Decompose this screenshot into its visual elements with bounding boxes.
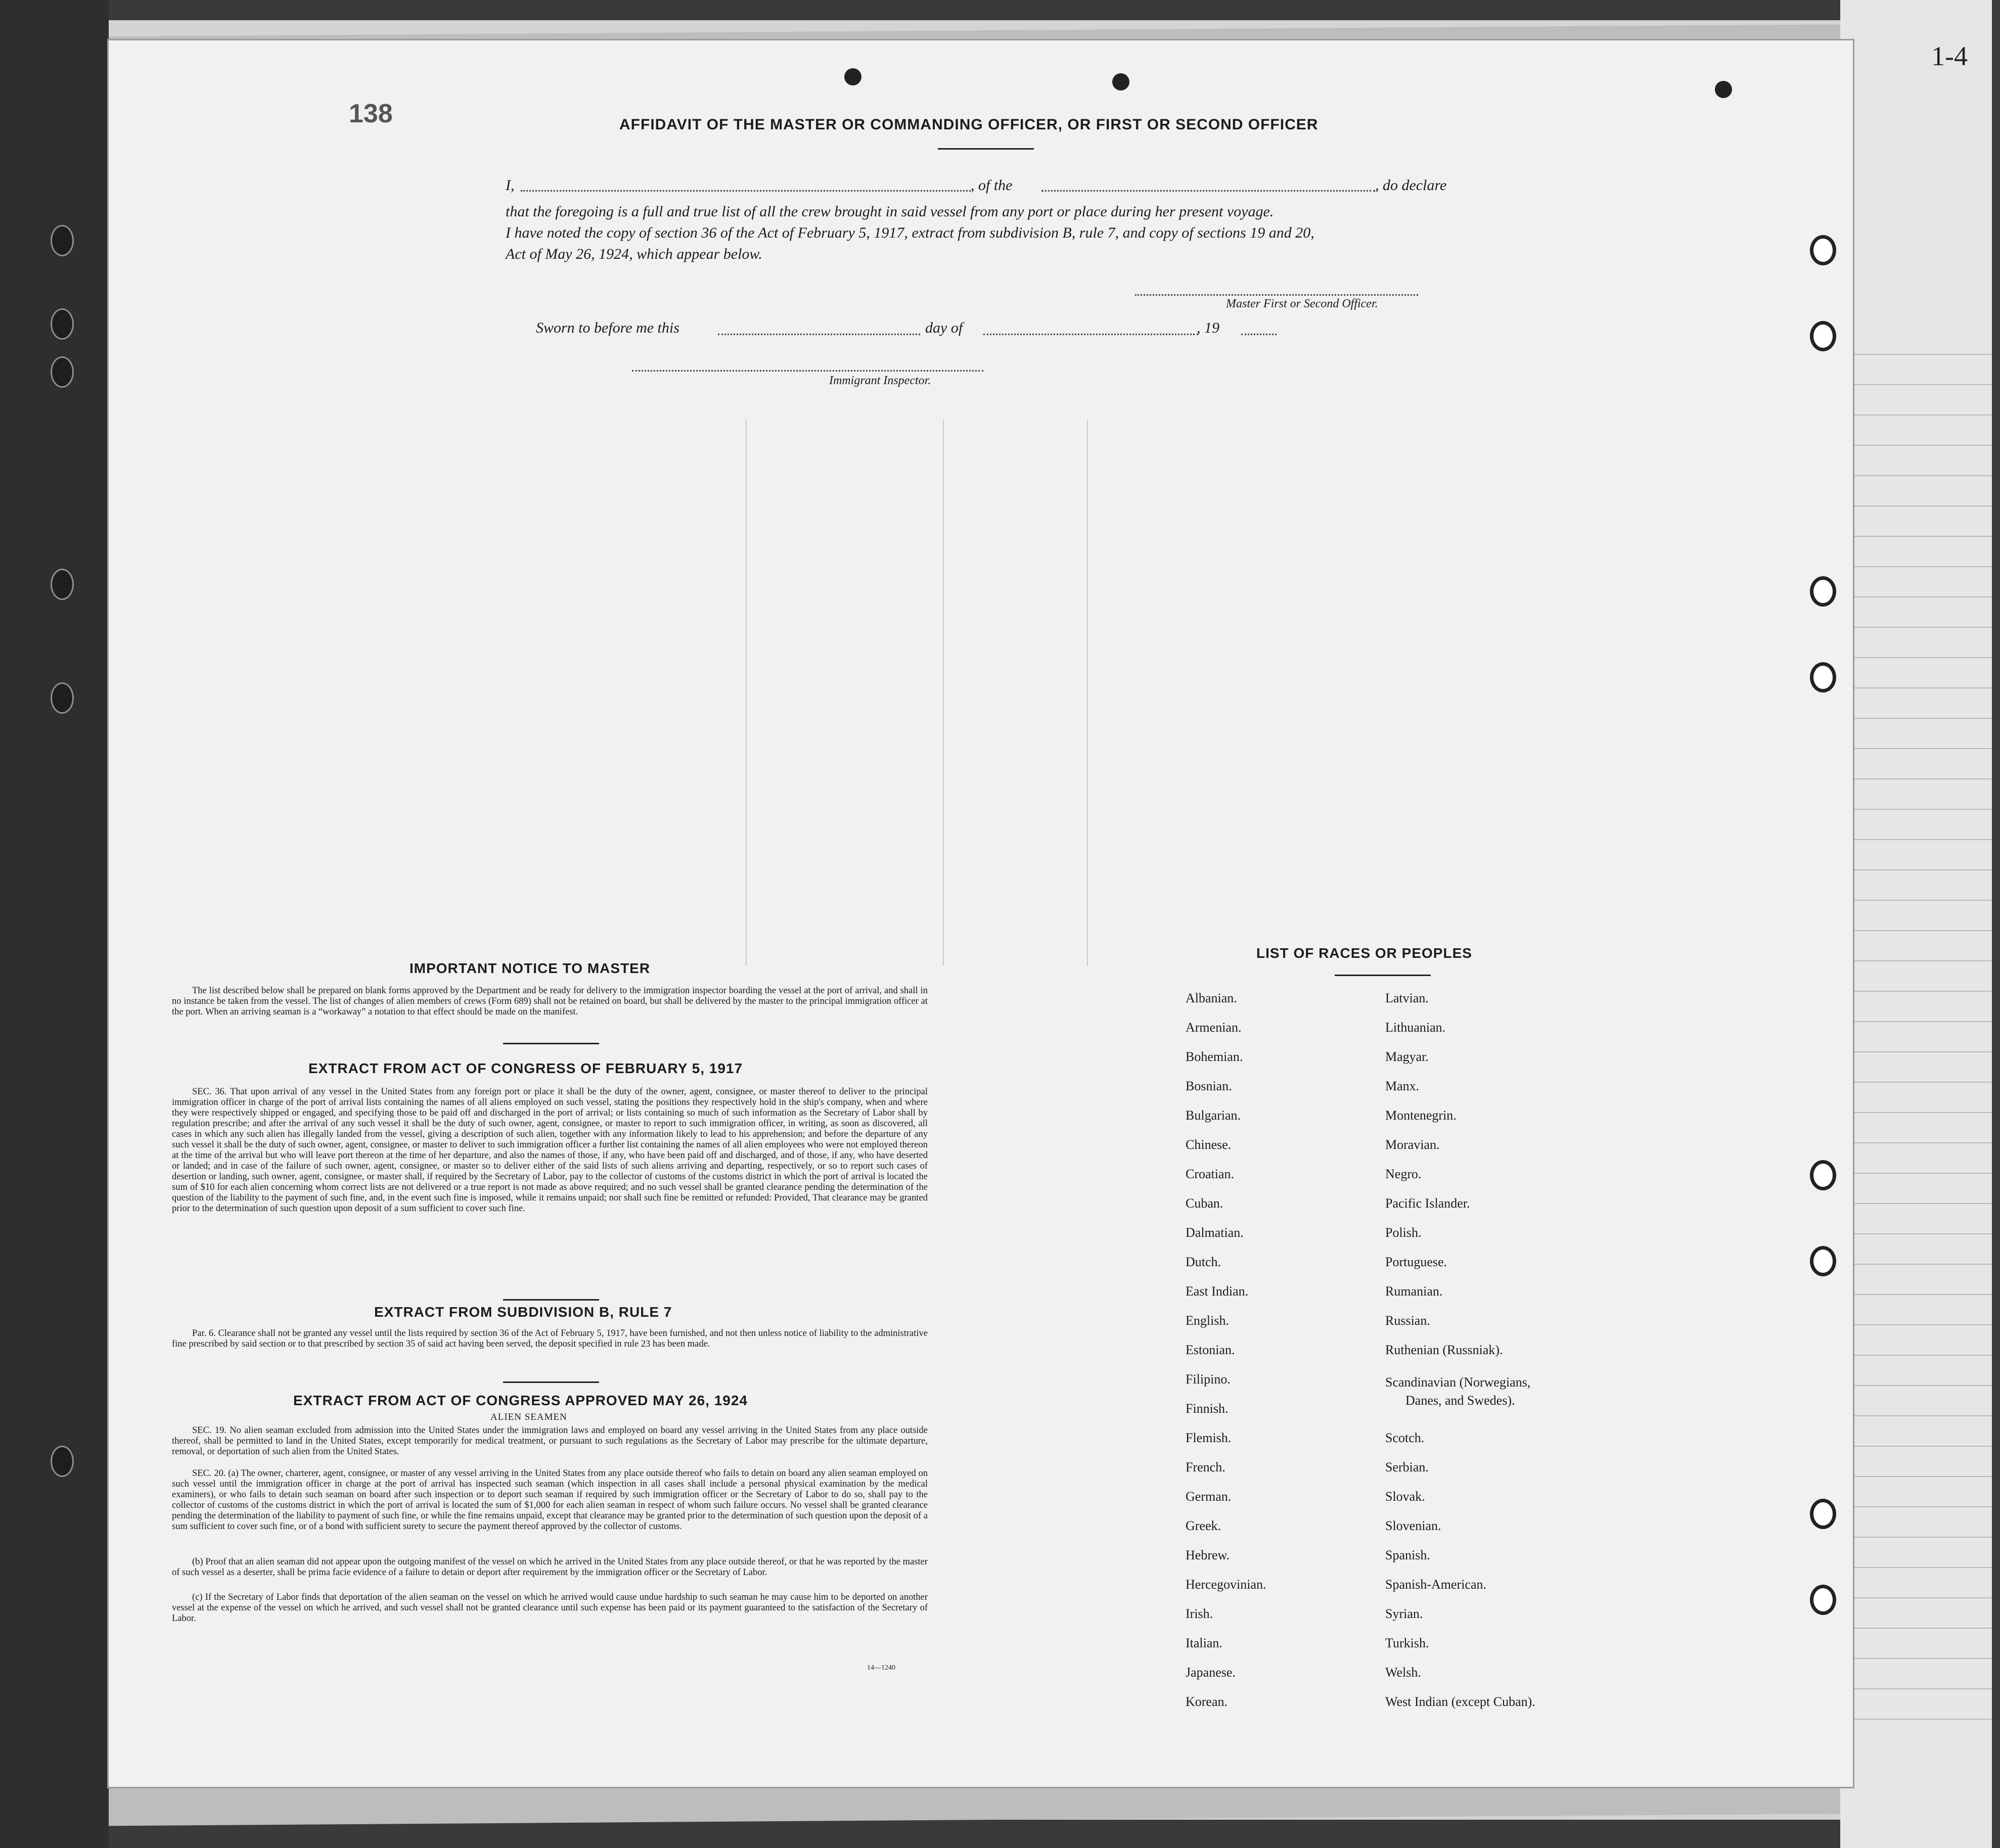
race-right-item: Scandinavian (Norwegians,: [1385, 1375, 1531, 1390]
race-right-item: Syrian.: [1385, 1606, 1423, 1621]
binder-hole: [51, 356, 74, 388]
affidavit-i: I,: [506, 177, 515, 194]
binder-hole: [51, 569, 74, 600]
year-prefix: , 19: [1197, 319, 1219, 336]
race-left-item: Hercegovinian.: [1186, 1577, 1266, 1592]
race-right-item: West Indian (except Cuban).: [1385, 1694, 1535, 1709]
corner-handwritten-mark: 1-4: [1931, 41, 1968, 71]
race-right-item: Moravian.: [1385, 1137, 1440, 1152]
vessel-name-blank[interactable]: [1041, 190, 1375, 192]
extract-1917-text: SEC. 36. That upon arrival of any vessel in the United States from any foreign port or place it shall be the duty of the owner, agent, consignee, or master thereof to deliver to the principal immigration officer in charge of the port of arrival lists containing the names of all aliens employed on such vessel, stating the positions they respectively hold in the ship's company, when and where they were respectively shipped or engaged, and specifying those to be paid off and discharged in the port of arrival; or lists containing so much of such information as the Secretary of Labor shall by regulation prescribe; and after the arrival of any such vessel it shall be the duty of such owner, agent, consignee, or master to report to such immigration officer, in writing, as soon as discovered, all cases in which any such alien has illegally landed from the vessel, giving a description of such alien, together with any information likely to lead to his apprehension; and before the departure of any such vessel it shall be the duty of such owner, agent, consignee, or master to deliver to such immigration officer a further list containing the names of all alien employees who were not employed thereon at the time of the arrival but who will leave port thereon at the time of her departure, and also the names of those, if any, who have been paid off and discharged, and of those, if any, who have deserted or landed; and in case of the failure of such owner, agent, consignee, or master so to deliver either of the said lists of such aliens arriving and departing, respectively, or so to report such cases of desertion or landing, such owner, agent, consignee, or master shall, if required by the Secretary of Labor, pay to the collector of customs of the customs district in which the port of arrival is located the sum of $10 for each alien concerning whom correct lists are not delivered or a true report is not made as above required; and no such vessel shall be granted clearance pending the determination of the question of the liability to the payment of such fine, and, in the event such fine is imposed, while it remains unpaid; nor shall such fine be remitted or refunded: Provided, That clearance may be granted prior to the determination of such question upon deposit of a sum sufficient to cover such fine.: [172, 1087, 928, 1214]
punch-hole: [1715, 81, 1732, 98]
sworn-month-blank[interactable]: [983, 334, 1198, 335]
alien-seamen-subtitle: ALIEN SEAMEN: [490, 1412, 567, 1422]
race-right-item: Polish.: [1385, 1225, 1422, 1240]
race-right-item: Magyar.: [1385, 1049, 1429, 1064]
rule7-title: EXTRACT FROM SUBDIVISION B, RULE 7: [374, 1304, 672, 1320]
extract-1917-title: EXTRACT FROM ACT OF CONGRESS OF FEBRUARY 5, 1917: [308, 1060, 743, 1076]
race-left-item: Japanese.: [1186, 1665, 1236, 1680]
ring-hole: [1810, 1585, 1836, 1615]
punch-hole: [1112, 73, 1129, 90]
race-left-item: Bulgarian.: [1186, 1108, 1241, 1123]
race-left-item: Italian.: [1186, 1636, 1222, 1650]
faint-column-rule: [746, 420, 747, 965]
form-number: 14—1240: [867, 1664, 895, 1672]
inspector-label: Immigrant Inspector.: [829, 374, 931, 387]
binder-hole: [51, 225, 74, 256]
binder-hole: [51, 682, 74, 714]
race-left-item: Cuban.: [1186, 1196, 1223, 1211]
race-right-item: Latvian.: [1385, 991, 1429, 1005]
race-right-item: Lithuanian.: [1385, 1020, 1446, 1035]
race-right-item: Serbian.: [1385, 1460, 1429, 1474]
race-left-item: Croatian.: [1186, 1167, 1235, 1181]
affidavit-statement-line: Act of May 26, 1924, which appear below.: [506, 246, 762, 262]
race-left-item: Bosnian.: [1186, 1079, 1232, 1093]
ring-hole: [1810, 662, 1836, 692]
race-left-item: Irish.: [1186, 1606, 1213, 1621]
race-left-item: Greek.: [1186, 1518, 1221, 1533]
race-right-item: Montenegrin.: [1385, 1108, 1457, 1123]
race-left-item: English.: [1186, 1313, 1229, 1328]
race-left-item: East Indian.: [1186, 1284, 1249, 1299]
binder-hole: [51, 308, 74, 340]
races-title: LIST OF RACES OR PEOPLES: [1256, 945, 1472, 961]
sworn-day-blank[interactable]: [718, 334, 920, 335]
affidavit-do-declare: , do declare: [1375, 177, 1447, 194]
sec20a-text: SEC. 20. (a) The owner, charterer, agent, consignee, or master of any vessel arriving in the United States from any place outside thereof who fails to detain on board any alien seaman employed on such vessel until the immigration officer in charge at the port of arrival has inspected such seaman (which inspection in all cases shall include a personal physical examination by the medical examiners), or who fails to detain such seaman on board after such inspection or to deport such seaman if required by such immigration officer or the Secretary of Labor to do so, shall pay to the collector of customs of the customs district in which the port of arrival is located the sum of $1,000 for each alien seaman in respect of whom such failure occurs. No vessel shall be granted clearance pending the determination of the liability to payment of such fine, or while the fine remains unpaid, except that clearance may be granted prior to the determination of such question upon the deposit of a sum sufficient to cover such fine, or of a bond with sufficient surety to secure the payment thereof approved by the collector of customs.: [172, 1468, 928, 1532]
race-right-item: Slovak.: [1385, 1489, 1425, 1504]
sec20c-text: (c) If the Secretary of Labor finds that deportation of the alien seaman on the vessel on which he arrived would cause undue hardship to such seaman he may cause him to be deported on another vessel at the expense of the vessel on which he arrived, and such vessel shall not be granted clearance until such expense has been paid or its payment guaranteed to the satisfaction of the Secretary of Labor.: [172, 1592, 928, 1624]
manifest-back-page: [109, 40, 1853, 1787]
race-left-item: Dalmatian.: [1186, 1225, 1244, 1240]
important-notice-title: IMPORTANT NOTICE TO MASTER: [410, 960, 651, 976]
ring-hole: [1810, 235, 1836, 265]
rule7-text: Par. 6. Clearance shall not be granted any vessel until the lists required by section 36 of the Act of February 5, 1917, have been furnished, and not then unless notice of liability to the administrative fine prescribed by said section or to that prescribed by section 35 of said act having been served, the deposit specified in rule 23 has been made.: [172, 1328, 928, 1349]
race-left-item: Chinese.: [1186, 1137, 1232, 1152]
races-rule: [1335, 975, 1431, 976]
sec20b-text: (b) Proof that an alien seaman did not appear upon the outgoing manifest of the vessel on which he arrived in the United States from any place outside thereof, or that he was reported by the master of such vessel as a deserter, shall be prima facie evidence of a failure to detain or deport after requirement by the immigration officer or the Secretary of Labor.: [172, 1557, 928, 1578]
race-left-item: French.: [1186, 1460, 1225, 1474]
race-left-item: Korean.: [1186, 1694, 1228, 1709]
race-right-item: Ruthenian (Russniak).: [1385, 1343, 1503, 1357]
ring-hole: [1810, 321, 1836, 351]
race-left-item: Bohemian.: [1186, 1049, 1243, 1064]
master-name-blank[interactable]: [521, 190, 971, 192]
title-rule: [938, 148, 1034, 150]
race-left-item: Finnish.: [1186, 1401, 1229, 1416]
race-right-item: Scotch.: [1385, 1430, 1425, 1445]
inspector-signature-blank[interactable]: [632, 370, 983, 372]
extract-1924-title: EXTRACT FROM ACT OF CONGRESS APPROVED MAY 26, 1924: [293, 1393, 748, 1408]
ring-hole: [1810, 1246, 1836, 1276]
race-right-item: Spanish.: [1385, 1548, 1430, 1562]
race-left-item: German.: [1186, 1489, 1232, 1504]
affidavit-title: AFFIDAVIT OF THE MASTER OR COMMANDING OFFICER, OR FIRST OR SECOND OFFICER: [619, 116, 1319, 133]
race-left-item: Filipino.: [1186, 1372, 1231, 1387]
race-right-item: Portuguese.: [1385, 1255, 1447, 1269]
race-left-item: Hebrew.: [1186, 1548, 1230, 1562]
race-right-item: Manx.: [1385, 1079, 1420, 1093]
race-right-item: Pacific Islander.: [1385, 1196, 1470, 1211]
punch-hole: [844, 68, 861, 85]
ring-hole: [1810, 576, 1836, 607]
affidavit-statement-line: I have noted the copy of section 36 of the Act of February 5, 1917, extract from subdivision B, rule 7, and copy of sections 19 and 20,: [506, 224, 1314, 241]
race-right-item: Danes, and Swedes).: [1405, 1393, 1515, 1408]
race-right-item: Russian.: [1385, 1313, 1430, 1328]
ring-hole: [1810, 1160, 1836, 1190]
section-rule: [503, 1043, 599, 1044]
faint-column-rule: [1087, 420, 1088, 965]
race-right-item: Spanish-American.: [1385, 1577, 1487, 1592]
race-right-item: Turkish.: [1385, 1636, 1429, 1650]
section-rule: [503, 1299, 599, 1301]
sworn-label: Sworn to before me this: [536, 319, 679, 336]
page-number-stamp: 138: [349, 99, 393, 128]
master-signature-label: Master First or Second Officer.: [1226, 297, 1378, 310]
affidavit-of-the: , of the: [971, 177, 1013, 194]
sworn-year-blank[interactable]: [1241, 334, 1277, 335]
race-right-item: Negro.: [1385, 1167, 1422, 1181]
binding-edge: [0, 0, 109, 1848]
ring-hole: [1810, 1499, 1836, 1529]
sec19-text: SEC. 19. No alien seaman excluded from admission into the United States under the immigration laws and employed on board any vessel arriving in the United States from any place outside thereof, shall be permitted to land in the United States, except temporarily for medical treatment, or pursuant to such regulations as the Secretary of Labor may prescribe for the ultimate departure, removal, or deportation of such alien from the United States.: [172, 1425, 928, 1457]
race-right-item: Slovenian.: [1385, 1518, 1441, 1533]
race-right-item: Welsh.: [1385, 1665, 1421, 1680]
faint-column-rule: [943, 420, 944, 965]
section-rule: [503, 1381, 599, 1383]
important-notice-text: The list described below shall be prepared on blank forms approved by the Department and be ready for delivery to the immigration inspector boarding the vessel at the port of arrival, and shall in no instance be taken from the vessel. The list of changes of alien members of crews (Form 689) shall not be retained on board, but shall be delivered by the master to the principal immigration officer at the port. When an arriving seaman is a “workaway” a notation to that effect should be made on the manifest.: [172, 986, 928, 1017]
race-left-item: Estonian.: [1186, 1343, 1235, 1357]
race-left-item: Albanian.: [1186, 991, 1237, 1005]
race-left-item: Flemish.: [1186, 1430, 1232, 1445]
race-left-item: Dutch.: [1186, 1255, 1221, 1269]
right-underlying-ledger: [1840, 0, 1992, 1848]
day-of-label: day of: [925, 319, 963, 336]
race-right-item: Rumanian.: [1385, 1284, 1443, 1299]
race-left-item: Armenian.: [1186, 1020, 1242, 1035]
affidavit-statement-line: that the foregoing is a full and true list of all the crew brought in said vessel from any port or place during her present voyage.: [506, 203, 1274, 220]
master-signature-blank[interactable]: [1135, 294, 1418, 296]
binder-hole: [51, 1446, 74, 1477]
